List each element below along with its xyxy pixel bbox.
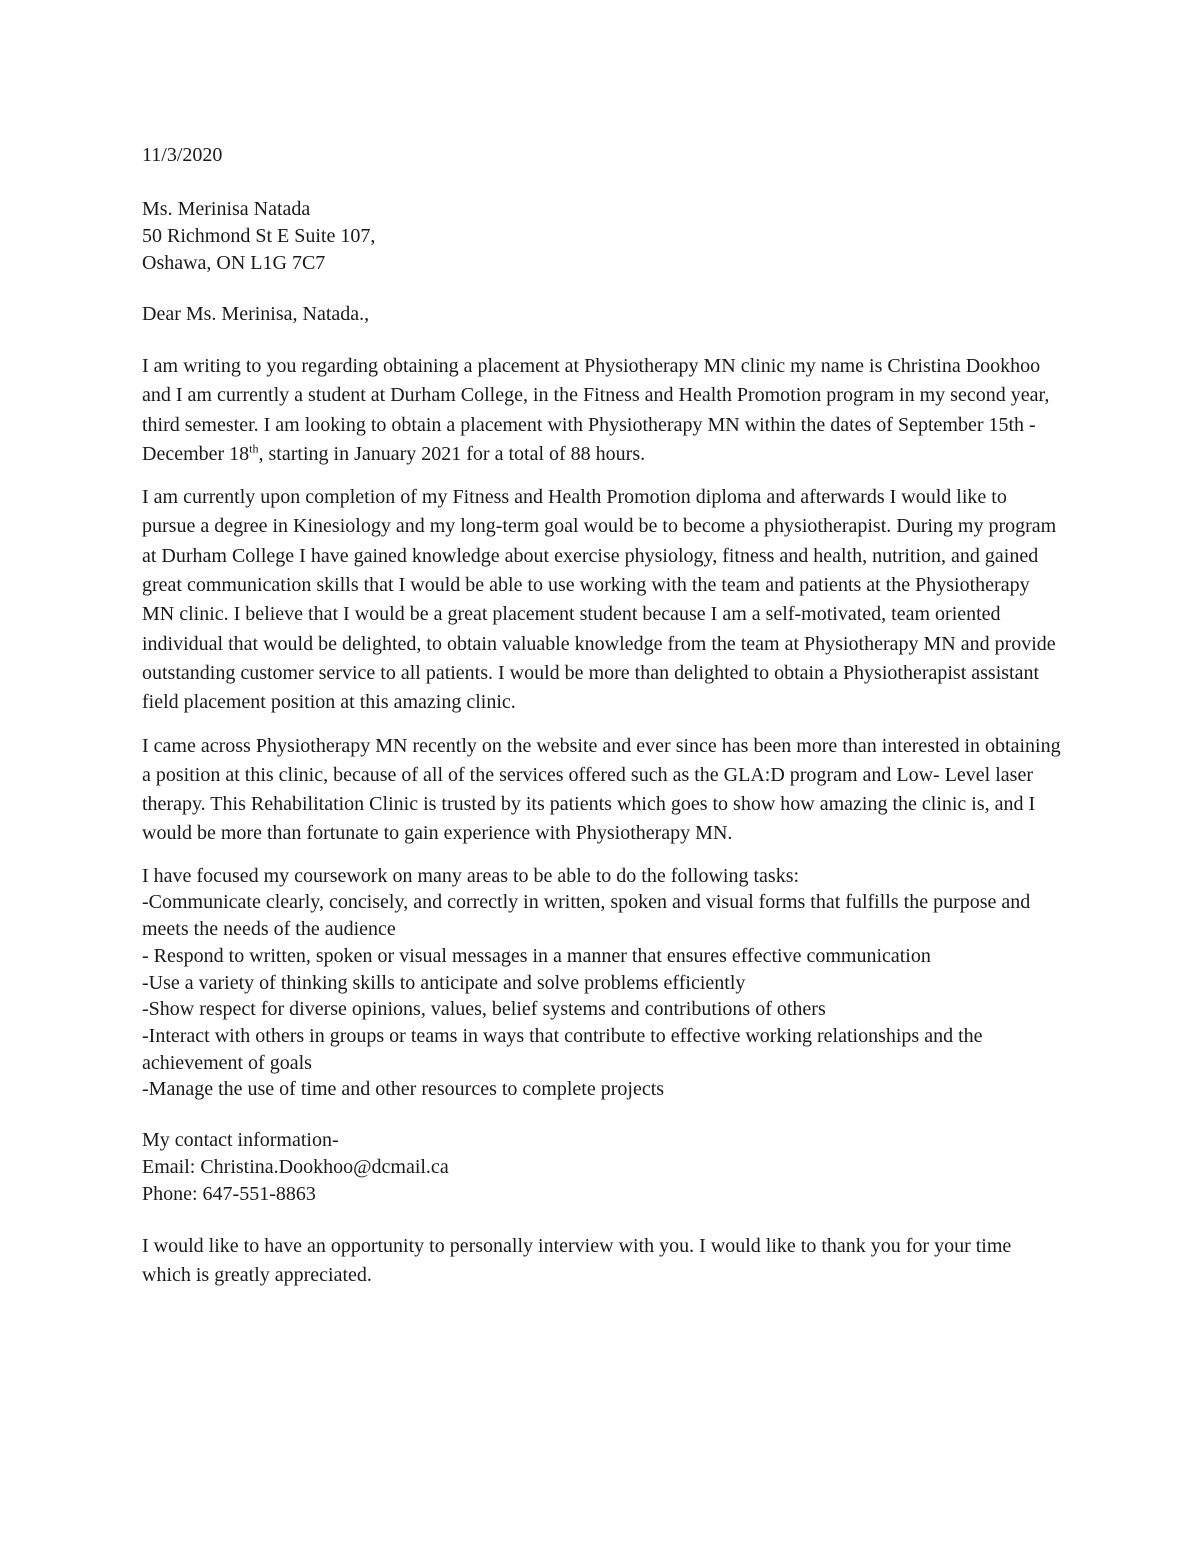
task-item: - Respond to written, spoken or visual messages in a manner that ensures effective communication bbox=[142, 944, 931, 967]
task-item: -Show respect for diverse opinions, values, belief systems and contributions of others bbox=[142, 998, 826, 1021]
recipient-block bbox=[142, 196, 1062, 277]
recipient-address-line2: Oshawa, ON L1G 7C7 bbox=[142, 252, 326, 274]
task-item: -Use a variety of thinking skills to anticipate and solve problems efficiently bbox=[142, 971, 746, 994]
paragraph-goals: I am currently upon completion of my Fitness and Health Promotion diploma and afterwards I would like to pursue a degree in Kinesiology and my long-term goal would be to become a physiotherapist. During my program at Durham College I have gained knowledge about exercise physiology, fitness and health, nutrition, and gained great communication skills that I would be able to use working with the team and patients at the Physiotherapy MN clinic. I believe that I would be a great placement student because I am a self-motivated, team oriented individual that would be delighted, to obtain valuable knowledge from the team at Physiotherapy MN and provide outstanding customer service to all patients. I would be more than delighted to obtain a Physiotherapist assistant field placement position at this amazing clinic. bbox=[142, 486, 1057, 714]
task-item: -Interact with others in groups or teams in ways that contribute to effective working relationships and the achievement of goals bbox=[142, 1024, 983, 1074]
recipient-name: Ms. Merinisa Natada bbox=[142, 198, 311, 220]
paragraph-intro-text: I am writing to you regarding obtaining a placement at Physiotherapy MN clinic my name is Christina Dookhoo and I am currently a student at Durham College, in the Fitness and Health Promotion program in my second year, third semester. I am looking to obtain a placement with Physiotherapy MN within the dates of September 15th - December 18 bbox=[142, 355, 1050, 465]
paragraph-intro bbox=[142, 352, 1062, 469]
tasks-intro: I have focused my coursework on many areas to be able to do the following tasks: bbox=[142, 864, 800, 887]
paragraph-clinic: I came across Physiotherapy MN recently on the website and ever since has been more than interested in obtaining a position at this clinic, because of all of the services offered such as the GLA:D program and Low- Level laser therapy. This Rehabilitation Clinic is trusted by its patients which goes to show how amazing the clinic is, and I would be more than fortunate to gain experience with Physiotherapy MN. bbox=[142, 734, 1061, 845]
contact-block bbox=[142, 1127, 1062, 1208]
ordinal-superscript: th bbox=[249, 441, 259, 456]
contact-phone: Phone: 647-551-8863 bbox=[142, 1183, 316, 1206]
closing-paragraph: I would like to have an opportunity to personally interview with you. I would like to thank you for your time which is greatly appreciated. bbox=[142, 1235, 1012, 1287]
contact-email: Email: Christina.Dookhoo@dcmail.ca bbox=[142, 1156, 449, 1179]
task-item: -Manage the use of time and other resources to complete projects bbox=[142, 1078, 665, 1101]
letter-page bbox=[142, 142, 1062, 1291]
paragraph-intro-text-end: , starting in January 2021 for a total of 88 hours. bbox=[258, 442, 646, 465]
salutation: Dear Ms. Merinisa, Natada., bbox=[142, 303, 370, 325]
task-item: -Communicate clearly, concisely, and correctly in written, spoken and visual forms that fulfills the purpose and meets the needs of the audience bbox=[142, 891, 1031, 941]
contact-heading: My contact information- bbox=[142, 1129, 339, 1152]
tasks-list bbox=[142, 863, 1062, 1103]
letter-date: 11/3/2020 bbox=[142, 144, 223, 166]
recipient-address-line1: 50 Richmond St E Suite 107, bbox=[142, 225, 376, 247]
